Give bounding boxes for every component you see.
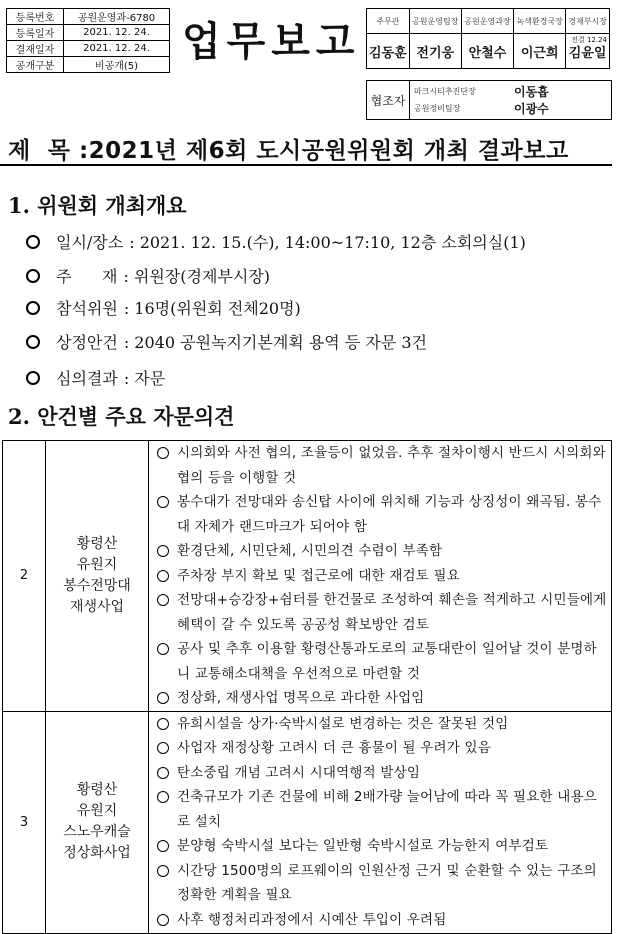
meta-row	[7, 57, 170, 73]
agenda-number: 2	[3, 441, 46, 712]
approval-signer	[461, 34, 513, 69]
approval-role: 주무관	[367, 9, 410, 34]
overview-item	[26, 264, 270, 287]
opinion-item	[157, 564, 607, 589]
approval-signer	[566, 34, 610, 69]
approval-signer	[409, 34, 461, 69]
opinion-item	[157, 761, 607, 786]
opinion-text: 공사 및 추후 이용할 황령산통과도로의 교통대란이 일어날 것이 분명하니 교통해소대책을 우선적으로 마련할 것	[177, 641, 597, 682]
opinion-text: 정상화, 재생사업 명목으로 과다한 사업임	[177, 690, 425, 706]
cooperation-dept: 파크시티추진단장	[414, 87, 476, 96]
opinion-item	[157, 859, 607, 908]
approval-name: 이근희	[520, 45, 559, 61]
approval-name: 김윤일	[568, 45, 607, 61]
cooperation-row	[414, 83, 607, 100]
cooperation-dept: 공원정비팀장	[414, 104, 461, 113]
overview-item	[26, 330, 427, 353]
opinion-text: 시간당 1500명의 로프웨이의 인원산정 근거 및 순환할 수 있는 구조의 정확한 계획을 필요	[177, 862, 597, 904]
opinion-circle-icon	[157, 834, 171, 858]
agenda-name-line: 황령산	[76, 535, 118, 552]
agenda-name	[46, 441, 149, 712]
overview-value: : 2021. 12. 15.(수), 14:00~17:10, 12층 소회의실(1)	[129, 233, 526, 252]
agenda-name-line: 유원지	[76, 556, 118, 573]
meta-row	[7, 41, 170, 57]
agenda-number: 3	[3, 711, 46, 933]
agenda-row	[3, 441, 612, 712]
bullet-circle-icon	[26, 371, 40, 385]
agenda-name	[46, 711, 149, 933]
section-1-title: 1. 위원회 개최개요	[8, 193, 187, 218]
cooperation-box	[366, 80, 612, 120]
opinion-item	[157, 785, 607, 834]
approval-role: 경제부시장	[566, 9, 610, 34]
meta-key: 결재일자	[7, 41, 64, 57]
approval-name: 안철수	[468, 45, 507, 61]
opinion-item	[157, 736, 607, 761]
overview-label: 심의결과	[56, 369, 118, 388]
cooperation-name: 이동흡	[514, 85, 549, 99]
advisory-opinions-table	[2, 440, 612, 934]
meta-key: 등록번호	[7, 9, 64, 25]
approval-role: 녹색환경국장	[514, 9, 566, 34]
agenda-row	[3, 711, 612, 933]
opinion-text: 사후 행정처리과정에서 시예산 투입이 우려됨	[177, 911, 447, 928]
opinion-text: 환경단체, 시민단체, 시민의견 수렴이 부족함	[177, 543, 443, 559]
meta-value: 비공개(5)	[64, 57, 170, 73]
cooperation-name: 이광수	[514, 102, 549, 116]
cooperation-row	[414, 100, 607, 117]
overview-label: 상정안건	[56, 333, 118, 352]
opinion-circle-icon	[157, 736, 171, 760]
report-subject: 제 목 :2021년 제6회 도시공원위원회 개최 결과보고	[8, 138, 569, 164]
opinion-text: 시의회와 사전 협의, 조율등이 없었음. 추후 절차이행시 반드시 시의회와 협의 등을 이행할 것	[177, 445, 606, 486]
overview-value: : 위원장(경제부시장)	[123, 267, 271, 286]
opinion-item	[157, 539, 607, 564]
agenda-name-line: 스노우캐슬	[63, 824, 131, 840]
opinion-text: 전망대+승강장+쉼터를 한건물로 조성하여 훼손을 적게하고 시민들에게 혜택이 갈 수 있도록 공공성 확보방안 검토	[177, 592, 607, 633]
agenda-opinions	[149, 711, 612, 933]
opinion-circle-icon	[157, 908, 171, 932]
approval-name: 전기웅	[416, 45, 455, 61]
approval-role: 공원운영과장	[461, 9, 513, 34]
final-approval-mark: 전결 12.24	[571, 36, 607, 44]
agenda-name-line: 봉수전망대	[63, 577, 131, 594]
opinion-item	[157, 588, 607, 637]
opinion-text: 탄소중립 개념 고려시 시대역행적 발상임	[177, 764, 421, 781]
opinion-text: 건축규모가 기존 건물에 비해 2배가량 늘어남에 따라 꼭 필요한 내용으로 설치	[177, 789, 597, 830]
agenda-name-line: 유원지	[76, 803, 118, 819]
meta-value: 2021. 12. 24.	[64, 41, 170, 57]
opinion-text: 분양형 숙박시설 보다는 일반형 숙박시설로 가능한지 여부검토	[177, 838, 549, 855]
opinion-item	[157, 834, 607, 859]
overview-label: 주 재	[56, 267, 118, 286]
opinion-item	[157, 441, 607, 490]
meta-row	[7, 25, 170, 41]
bullet-circle-icon	[26, 301, 40, 315]
approval-table	[366, 8, 610, 69]
approval-role: 공원운영팀장	[409, 9, 461, 34]
approval-name: 김동훈	[368, 45, 407, 61]
subject-rule	[0, 164, 612, 166]
overview-value: : 2040 공원녹지기본계획 용역 등 자문 3건	[123, 333, 428, 352]
overview-value: : 자문	[123, 369, 166, 388]
meta-key: 공개구분	[7, 57, 64, 73]
section-2-title: 2. 안건별 주요 자문의견	[8, 404, 235, 429]
meta-key: 등록일자	[7, 25, 64, 41]
opinion-item	[157, 490, 607, 539]
meta-row	[7, 9, 170, 25]
opinion-circle-icon	[157, 539, 171, 563]
document-meta-table	[6, 8, 170, 73]
opinion-circle-icon	[157, 490, 171, 514]
opinion-circle-icon	[157, 859, 171, 883]
opinion-circle-icon	[157, 564, 171, 588]
opinion-circle-icon	[157, 785, 171, 809]
opinion-circle-icon	[157, 761, 171, 785]
opinion-circle-icon	[157, 588, 171, 612]
agenda-name-line: 정상화사업	[63, 845, 131, 861]
opinion-item	[157, 637, 607, 686]
opinion-item	[157, 686, 607, 711]
opinion-text: 주차장 부지 확보 및 접근로에 대한 재검토 필요	[177, 567, 461, 584]
opinion-circle-icon	[157, 441, 171, 465]
meta-value: 공원운영과-6780	[64, 9, 170, 25]
bullet-circle-icon	[26, 335, 40, 349]
opinion-text: 유희시설을 상가·숙박시설로 변경하는 것은 잘못된 것임	[177, 715, 509, 732]
opinion-item	[157, 712, 607, 737]
overview-label: 참석위원	[56, 299, 118, 318]
opinion-text: 사업자 재정상황 고려시 더 큰 흉물이 될 우려가 있음	[177, 740, 491, 757]
overview-label: 일시/장소	[56, 233, 124, 252]
overview-item	[26, 230, 526, 253]
overview-item	[26, 296, 301, 319]
document-title: 업무보고	[182, 19, 361, 65]
agenda-opinions	[149, 441, 612, 712]
agenda-name-line: 재생사업	[69, 598, 125, 615]
approval-signer	[514, 34, 566, 69]
approval-signer	[367, 34, 410, 69]
meta-value: 2021. 12. 24.	[64, 25, 170, 41]
bullet-circle-icon	[26, 269, 40, 283]
opinion-circle-icon	[157, 637, 171, 661]
opinion-item	[157, 908, 607, 933]
bullet-circle-icon	[26, 235, 40, 249]
overview-item	[26, 366, 165, 389]
agenda-name-line: 황령산	[76, 782, 118, 798]
overview-value: : 16명(위원회 전체20명)	[123, 299, 301, 318]
cooperation-label: 협조자	[367, 81, 410, 119]
opinion-text: 봉수대가 전망대와 송신탑 사이에 위치해 기능과 상징성이 왜곡됨. 봉수대 자체가 랜드마크가 되어야 함	[177, 494, 602, 535]
opinion-circle-icon	[157, 686, 171, 710]
opinion-circle-icon	[157, 712, 171, 736]
